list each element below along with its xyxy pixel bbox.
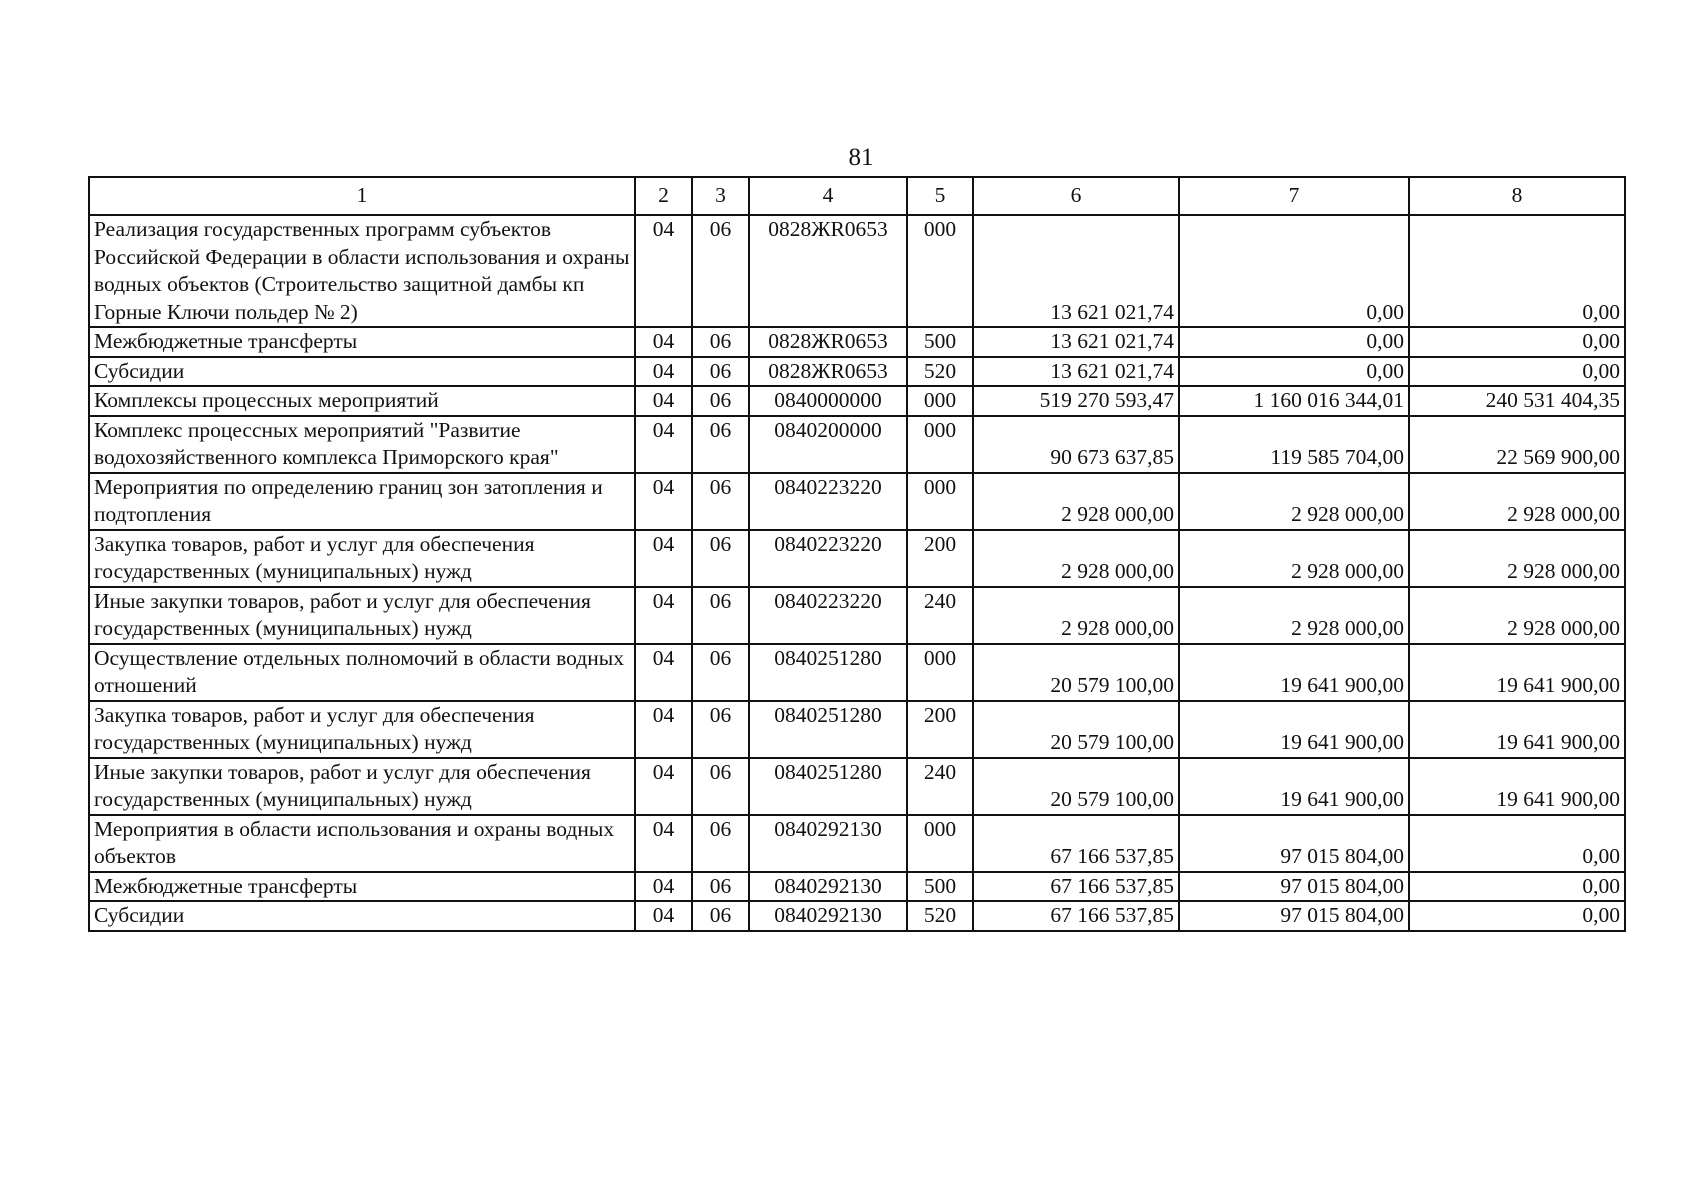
table-row [89, 215, 1625, 327]
section-code: 04 [635, 530, 692, 587]
expense-type-code: 000 [907, 815, 973, 872]
amount-col-7: 0,00 [1179, 215, 1409, 327]
amount-col-6: 20 579 100,00 [973, 758, 1179, 815]
expense-type-code: 520 [907, 357, 973, 387]
item-name: Субсидии [89, 357, 635, 387]
subsection-code: 06 [692, 815, 749, 872]
target-article-code: 0840223220 [749, 530, 907, 587]
item-name: Комплекс процессных мероприятий "Развитие водохозяйственного комплекса Приморского края" [89, 416, 635, 473]
table-row [89, 644, 1625, 701]
amount-col-8: 19 641 900,00 [1409, 701, 1625, 758]
expense-type-code: 000 [907, 644, 973, 701]
amount-col-8: 0,00 [1409, 215, 1625, 327]
table-row [89, 901, 1625, 931]
section-code: 04 [635, 901, 692, 931]
item-name: Межбюджетные трансферты [89, 872, 635, 902]
amount-col-8: 0,00 [1409, 357, 1625, 387]
subsection-code: 06 [692, 872, 749, 902]
table-row [89, 872, 1625, 902]
amount-col-7: 2 928 000,00 [1179, 530, 1409, 587]
amount-col-7: 0,00 [1179, 327, 1409, 357]
expense-type-code: 000 [907, 215, 973, 327]
amount-col-6: 20 579 100,00 [973, 701, 1179, 758]
amount-col-8: 19 641 900,00 [1409, 644, 1625, 701]
target-article-code: 0840251280 [749, 701, 907, 758]
target-article-code: 0840292130 [749, 872, 907, 902]
subsection-code: 06 [692, 530, 749, 587]
amount-col-7: 1 160 016 344,01 [1179, 386, 1409, 416]
item-name: Реализация государственных программ субъектов Российской Федерации в области использования и охраны водных объектов (Строительство защитной дамбы кп Горные Ключи польдер № 2) [89, 215, 635, 327]
amount-col-7: 97 015 804,00 [1179, 872, 1409, 902]
amount-col-7: 19 641 900,00 [1179, 644, 1409, 701]
item-name: Субсидии [89, 901, 635, 931]
target-article-code: 0828ЖR0653 [749, 327, 907, 357]
amount-col-7: 119 585 704,00 [1179, 416, 1409, 473]
amount-col-8: 0,00 [1409, 901, 1625, 931]
amount-col-7: 0,00 [1179, 357, 1409, 387]
section-code: 04 [635, 815, 692, 872]
amount-col-6: 2 928 000,00 [973, 587, 1179, 644]
section-code: 04 [635, 386, 692, 416]
amount-col-7: 2 928 000,00 [1179, 473, 1409, 530]
table-body [89, 215, 1625, 931]
target-article-code: 0840292130 [749, 901, 907, 931]
subsection-code: 06 [692, 386, 749, 416]
target-article-code: 0840200000 [749, 416, 907, 473]
amount-col-6: 67 166 537,85 [973, 815, 1179, 872]
item-name: Комплексы процессных мероприятий [89, 386, 635, 416]
section-code: 04 [635, 327, 692, 357]
section-code: 04 [635, 473, 692, 530]
column-header-4: 4 [749, 177, 907, 215]
subsection-code: 06 [692, 473, 749, 530]
target-article-code: 0840251280 [749, 758, 907, 815]
subsection-code: 06 [692, 416, 749, 473]
subsection-code: 06 [692, 215, 749, 327]
subsection-code: 06 [692, 701, 749, 758]
expense-type-code: 000 [907, 473, 973, 530]
column-header-1: 1 [89, 177, 635, 215]
table-row [89, 530, 1625, 587]
amount-col-8: 240 531 404,35 [1409, 386, 1625, 416]
target-article-code: 0840251280 [749, 644, 907, 701]
amount-col-8: 0,00 [1409, 327, 1625, 357]
subsection-code: 06 [692, 327, 749, 357]
section-code: 04 [635, 701, 692, 758]
amount-col-8: 0,00 [1409, 815, 1625, 872]
table-row [89, 327, 1625, 357]
column-header-5: 5 [907, 177, 973, 215]
amount-col-7: 97 015 804,00 [1179, 815, 1409, 872]
subsection-code: 06 [692, 587, 749, 644]
table-row [89, 357, 1625, 387]
subsection-code: 06 [692, 901, 749, 931]
column-header-7: 7 [1179, 177, 1409, 215]
section-code: 04 [635, 416, 692, 473]
page-number: 81 [848, 144, 874, 171]
amount-col-7: 2 928 000,00 [1179, 587, 1409, 644]
item-name: Межбюджетные трансферты [89, 327, 635, 357]
table-row [89, 386, 1625, 416]
table-row [89, 758, 1625, 815]
column-header-8: 8 [1409, 177, 1625, 215]
column-header-6: 6 [973, 177, 1179, 215]
section-code: 04 [635, 758, 692, 815]
table-row [89, 587, 1625, 644]
amount-col-8: 2 928 000,00 [1409, 473, 1625, 530]
amount-col-6: 13 621 021,74 [973, 215, 1179, 327]
header-row [89, 177, 1625, 215]
amount-col-8: 0,00 [1409, 872, 1625, 902]
expense-type-code: 520 [907, 901, 973, 931]
item-name: Иные закупки товаров, работ и услуг для обеспечения государственных (муниципальных) нужд [89, 758, 635, 815]
budget-table [88, 176, 1626, 932]
subsection-code: 06 [692, 758, 749, 815]
target-article-code: 0840292130 [749, 815, 907, 872]
amount-col-7: 97 015 804,00 [1179, 901, 1409, 931]
table-row [89, 416, 1625, 473]
item-name: Закупка товаров, работ и услуг для обеспечения государственных (муниципальных) нужд [89, 530, 635, 587]
item-name: Мероприятия по определению границ зон затопления и подтопления [89, 473, 635, 530]
expense-type-code: 500 [907, 872, 973, 902]
expense-type-code: 240 [907, 587, 973, 644]
item-name: Закупка товаров, работ и услуг для обеспечения государственных (муниципальных) нужд [89, 701, 635, 758]
column-header-2: 2 [635, 177, 692, 215]
target-article-code: 0840223220 [749, 587, 907, 644]
amount-col-6: 2 928 000,00 [973, 473, 1179, 530]
section-code: 04 [635, 587, 692, 644]
target-article-code: 0840223220 [749, 473, 907, 530]
subsection-code: 06 [692, 357, 749, 387]
section-code: 04 [635, 644, 692, 701]
expense-type-code: 000 [907, 386, 973, 416]
amount-col-7: 19 641 900,00 [1179, 758, 1409, 815]
amount-col-6: 20 579 100,00 [973, 644, 1179, 701]
table-header [89, 177, 1625, 215]
expense-type-code: 200 [907, 530, 973, 587]
column-header-3: 3 [692, 177, 749, 215]
amount-col-6: 519 270 593,47 [973, 386, 1179, 416]
item-name: Мероприятия в области использования и охраны водных объектов [89, 815, 635, 872]
table-row [89, 473, 1625, 530]
target-article-code: 0828ЖR0653 [749, 215, 907, 327]
expense-type-code: 200 [907, 701, 973, 758]
target-article-code: 0828ЖR0653 [749, 357, 907, 387]
amount-col-8: 2 928 000,00 [1409, 587, 1625, 644]
amount-col-6: 67 166 537,85 [973, 872, 1179, 902]
amount-col-7: 19 641 900,00 [1179, 701, 1409, 758]
subsection-code: 06 [692, 644, 749, 701]
table-row [89, 701, 1625, 758]
amount-col-8: 2 928 000,00 [1409, 530, 1625, 587]
item-name: Иные закупки товаров, работ и услуг для обеспечения государственных (муниципальных) нужд [89, 587, 635, 644]
expense-type-code: 240 [907, 758, 973, 815]
section-code: 04 [635, 357, 692, 387]
amount-col-8: 22 569 900,00 [1409, 416, 1625, 473]
amount-col-6: 13 621 021,74 [973, 357, 1179, 387]
amount-col-6: 2 928 000,00 [973, 530, 1179, 587]
amount-col-8: 19 641 900,00 [1409, 758, 1625, 815]
amount-col-6: 67 166 537,85 [973, 901, 1179, 931]
section-code: 04 [635, 872, 692, 902]
amount-col-6: 13 621 021,74 [973, 327, 1179, 357]
table-row [89, 815, 1625, 872]
section-code: 04 [635, 215, 692, 327]
item-name: Осуществление отдельных полномочий в области водных отношений [89, 644, 635, 701]
amount-col-6: 90 673 637,85 [973, 416, 1179, 473]
expense-type-code: 000 [907, 416, 973, 473]
expense-type-code: 500 [907, 327, 973, 357]
target-article-code: 0840000000 [749, 386, 907, 416]
